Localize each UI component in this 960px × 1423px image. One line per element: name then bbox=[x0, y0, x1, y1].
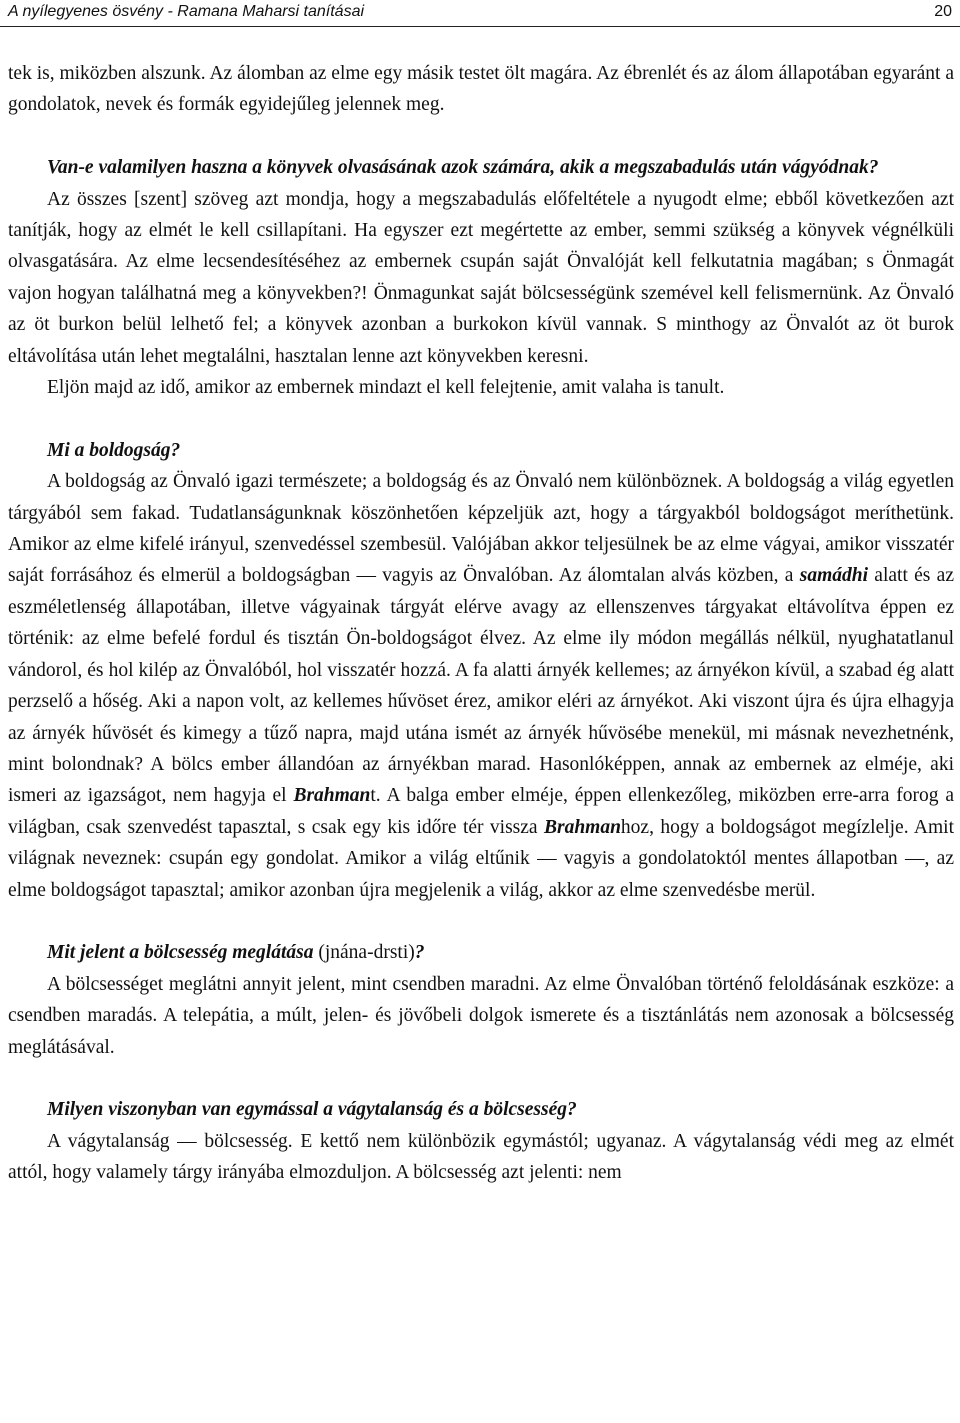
question-heading: Mi a boldogság? bbox=[47, 439, 181, 461]
header-title: A nyílegyenes ösvény - Ramana Maharsi tanításai bbox=[8, 3, 365, 20]
answer-paragraph: Eljön majd az idő, amikor az embernek mindazt el kell felejtenie, amit valaha is tanult. bbox=[47, 377, 725, 399]
question-term: (jnána-drsti) bbox=[313, 942, 415, 964]
page-number: 20 bbox=[934, 3, 952, 20]
paragraph-intro: tek is, miközben alszunk. Az álomban az elme egy másik testet ölt magára. Az ébrenlét és az álom állapotában egyaránt a gondolatok, nevek és formák egyidejűleg jelennek meg. bbox=[8, 63, 954, 116]
question-text: Mit jelent a bölcsesség meglátása bbox=[47, 942, 314, 964]
question-heading: Milyen viszonyban van egymással a vágytalanság és a bölcsesség? bbox=[47, 1099, 577, 1121]
answer-paragraph: Az összes [szent] szöveg azt mondja, hogy a megszabadulás előfeltétele a nyugodt elme; ebből következően azt tanítják, hogy az elmét le kell csillapítani. Ha egyszer ezt megértette az ember, semmi szükség a könyvek végnélküli olvasgatására. Az elme lecsendesítéséhez az embernek csupán saját Önvalóját kell felkutatnia magában; s Önmagát vajon hogyan találhatná meg a könyvekben?! Önmagunkat saját bölcsességünk szemével kell felismernünk. Az Önvaló az öt burkon belül lelhető fel; a könyvek azonban a burkokon kívül vannak. S minthogy az Önvalót az öt burok eltávolítása után lehet megtalálni, hasztalan lenne azt könyvekben keresni. bbox=[8, 188, 954, 367]
question-heading: Van-e valamilyen haszna a könyvek olvasásának azok számára, akik a megszabadulás után vágyódnak? bbox=[47, 157, 879, 179]
term-brahman: Brahman bbox=[543, 816, 621, 838]
text-run: A boldogság az Önvaló igazi természete; a boldogság és az Önvaló nem különböznek. A boldogság a világ egyetlen tárgyából sem fakad. Tudatlanságunknak köszönhetően képzeljük azt, hogy a tárgyakból boldogságot meríthetünk. Amikor az elme kifelé irányul, szenvedéssel szembesül. Valójában akkor teljesülnek be az elme vágyai, amikor visszatér saját forrásához és elmerül a boldogságban — vagyis az Önvalóban. Az álomtalan alvás közben, a bbox=[8, 471, 954, 587]
text-run: t. A balga ember elméje, éppen ellenkezőleg, miközben erre-arra forog a világban, csak szenvedést tapasztal, s csak egy kis időre tér vissza bbox=[8, 785, 954, 838]
answer-paragraph bbox=[8, 466, 954, 906]
answer-paragraph: A vágytalanság — bölcsesség. E kettő nem különbözik egymástól; ugyanaz. A vágytalanság védi meg az elmét attól, hogy valamely tárgy irányába elmozduljon. A bölcsesség azt jelenti: nem bbox=[8, 1130, 954, 1184]
text-run: alatt és az eszméletlenség állapotában, illetve vágyainak tárgyát elérve avagy az ellenszenves tárgyakat eltávolítva éppen ez történik: az elme befelé fordul és tisztán Ön-boldogságot élvez. Az elme ily módon megállás nélkül, nyughatatlanul vándorol, és hol kilép az Önvalóból, hol visszatér hozzá. A fa alatti árnyék kellemes; az árnyékon kívül, a szabad ég alatt perzselő a hőség. Aki a napon volt, az kellemes hűvöset érez, amikor eléri az árnyékot. Aki viszont újra és újra elhagyja az árnyék hűvösét és kimegy a tűző napra, majd utána ismét az árnyék hűvösébe menekül, mi másnak nevezhetnénk, mint bolondnak? A bölcs ember állandóan az árnyékban marad. Hasonlóképpen, annak az embernek az elméje, aki ismeri az igazságot, nem hagyja el bbox=[8, 565, 954, 807]
text-run: hoz, hogy a boldogságot megízlelje. Amit világnak neveznek: csupán egy gondolat. Amikor a világ eltűnik — vagyis a gondolatoktól mentes állapotban —, az elme boldogságot tapasztal; amikor azonban újra megjelenik a világ, akkor az elme szenvedésbe merül. bbox=[8, 816, 954, 901]
running-header bbox=[0, 0, 960, 27]
answer-paragraph: A bölcsességet meglátni annyit jelent, mint csendben maradni. Az elme Önvalóban történő feloldásának eszköze: a csendben maradás. A telepátia, a múlt, jelen- és jövőbeli dolgok ismerete és a tisztánlátás nem azonosak a bölcsesség meglátásával. bbox=[8, 973, 954, 1058]
question-heading bbox=[8, 937, 954, 968]
term-brahman: Brahman bbox=[293, 785, 371, 807]
question-mark: ? bbox=[414, 942, 425, 964]
page-body bbox=[8, 58, 954, 1189]
term-samadhi: samádhi bbox=[799, 565, 869, 587]
